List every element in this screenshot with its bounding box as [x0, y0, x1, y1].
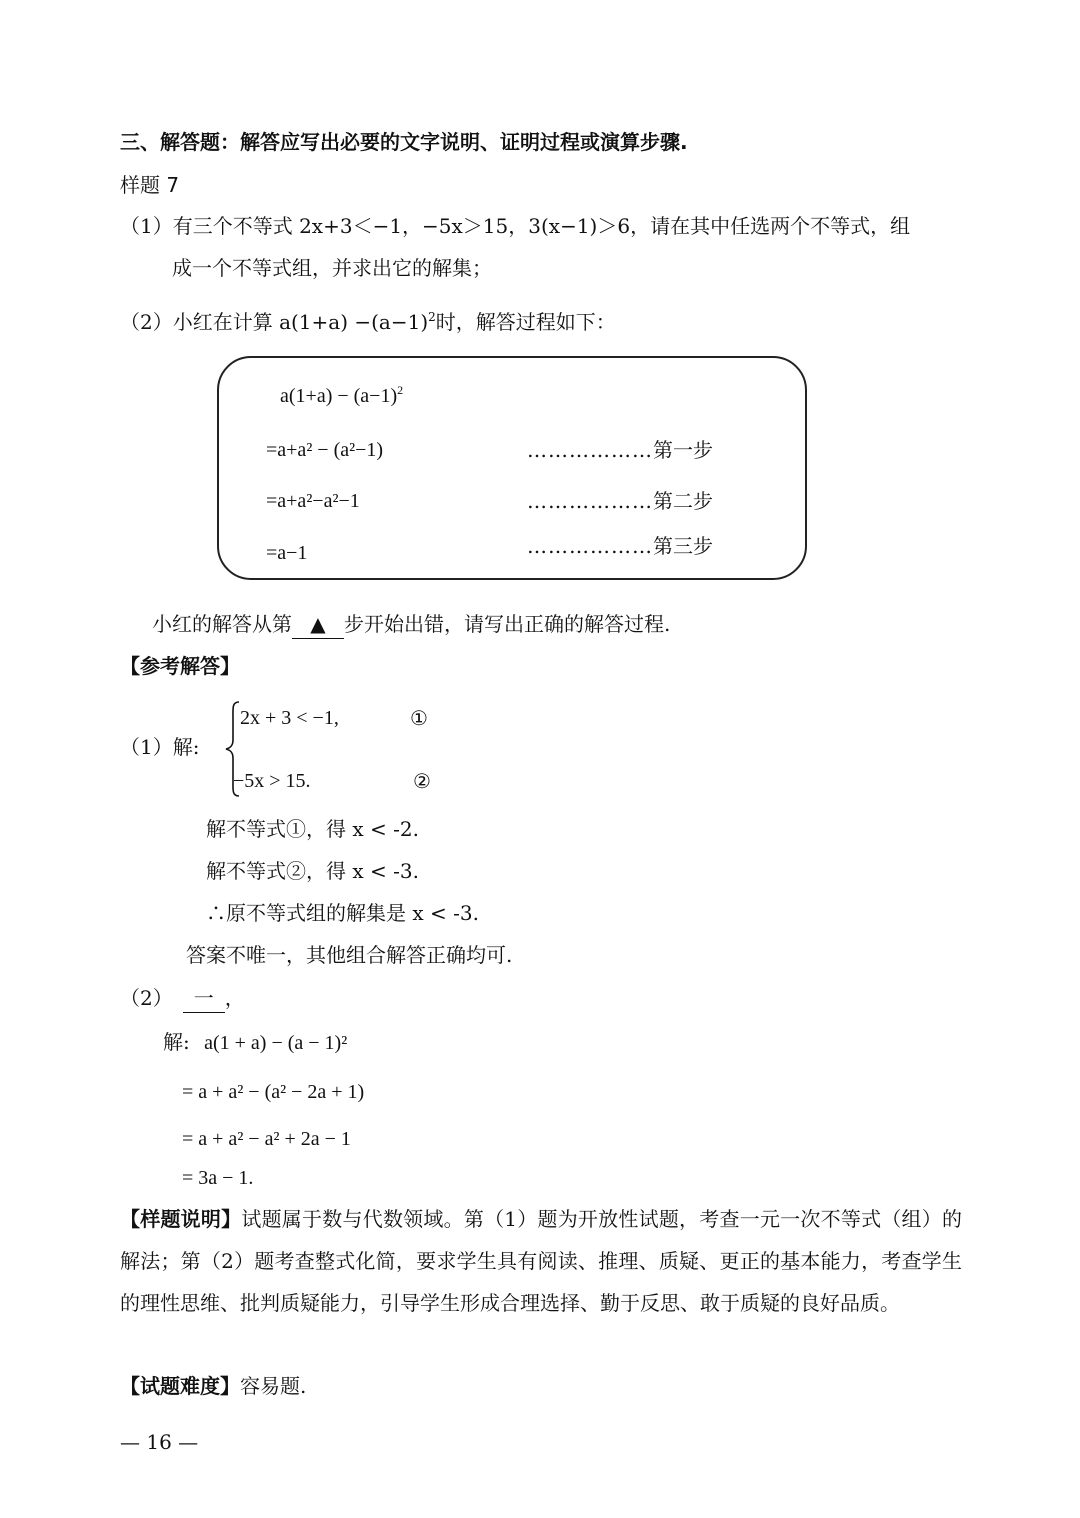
explanation-tag: 【样题说明】	[120, 1207, 242, 1231]
question-part2-suffix: 时，解答过程如下：	[435, 310, 616, 334]
calc-line3: = 3a − 1.	[182, 1167, 254, 1189]
section-heading: 三、解答题：解答应写出必要的文字说明、证明过程或演算步骤.	[120, 130, 688, 154]
question-label: 样题 7	[120, 173, 180, 197]
solution-line3: ∴原不等式组的解集是 x < -3.	[206, 901, 479, 925]
explanation-text: 试题属于数与代数领域。第（1）题为开放性试题，考查一元一次不等式（组）的解法；第（2）题考查整式化简，要求学生具有阅读、推理、质疑、更正的基本能力，考查学生的理性思维、批判质疑能力，引导学生形成合理选择、勤于反思、敢于质疑的良好品质。	[120, 1207, 962, 1315]
reference-part2-comma: ，	[224, 986, 245, 1010]
reference-part2	[120, 984, 245, 1013]
ineq1: 2x + 3 < −1,	[240, 707, 339, 729]
question-part2-sup: 2	[428, 310, 436, 324]
page-number: — 16 —	[120, 1430, 199, 1454]
box-step2	[527, 487, 713, 515]
reference-part2-answer: 一	[183, 984, 225, 1013]
difficulty	[120, 1372, 306, 1400]
question-prompt	[152, 610, 670, 639]
prompt-after: 步开始出错，请写出正确的解答过程.	[344, 612, 671, 636]
reference-part1-label: （1）解:	[120, 735, 200, 759]
difficulty-tag: 【试题难度】	[120, 1374, 240, 1398]
box-line2: =a+a²−a²−1	[266, 490, 360, 512]
box-line0-expr: a(1+a) − (a−1)	[280, 385, 398, 407]
box-line1: =a+a² − (a²−1)	[266, 439, 384, 461]
solution-line1: 解不等式①，得 x < -2.	[206, 817, 419, 841]
box-dots-1: ………………	[527, 438, 653, 462]
reference-part2-solve	[163, 1028, 347, 1057]
difficulty-text: 容易题.	[240, 1374, 307, 1398]
ineq2-mark: ②	[413, 769, 431, 793]
box-line0-sup: 2	[397, 383, 404, 397]
box-line0	[280, 382, 403, 410]
box-dots-3: ………………	[527, 534, 653, 558]
calc-line2: = a + a² − a² + 2a − 1	[182, 1128, 351, 1150]
calc-line1: = a + a² − (a² − 2a + 1)	[182, 1081, 365, 1103]
box-step2-label: 第二步	[653, 489, 713, 513]
ineq1-mark: ①	[410, 706, 428, 730]
reference-heading: 【参考解答】	[120, 654, 240, 678]
calc-line0: a(1 + a) − (a − 1)²	[204, 1032, 348, 1054]
question-part2-prefix: （2）小红在计算 a(1+a) −(a−1)	[120, 310, 429, 334]
box-dots-2: ………………	[527, 489, 653, 513]
solve-label: 解:	[163, 1030, 190, 1054]
question-part1-line2: 成一个不等式组，并求出它的解集；	[172, 256, 492, 280]
question-part1-line1: （1）有三个不等式 2x+3＜−1，−5x＞15，3(x−1)＞6，请在其中任选两个不等式，组	[120, 214, 911, 238]
question-part2	[120, 308, 616, 336]
prompt-before: 小红的解答从第	[152, 612, 292, 636]
prompt-blank: ▲	[292, 610, 344, 639]
solution-note: 答案不唯一，其他组合解答正确均可.	[186, 943, 513, 967]
box-line3: =a−1	[266, 542, 308, 564]
box-step1-label: 第一步	[653, 438, 713, 462]
box-step3-label: 第三步	[653, 534, 713, 558]
box-step3	[527, 532, 713, 560]
explanation-paragraph	[120, 1198, 962, 1324]
box-step1	[527, 436, 713, 464]
reference-part2-label: （2）	[120, 986, 173, 1010]
solution-line2: 解不等式②，得 x < -3.	[206, 859, 419, 883]
ineq2: −5x > 15.	[233, 770, 311, 792]
